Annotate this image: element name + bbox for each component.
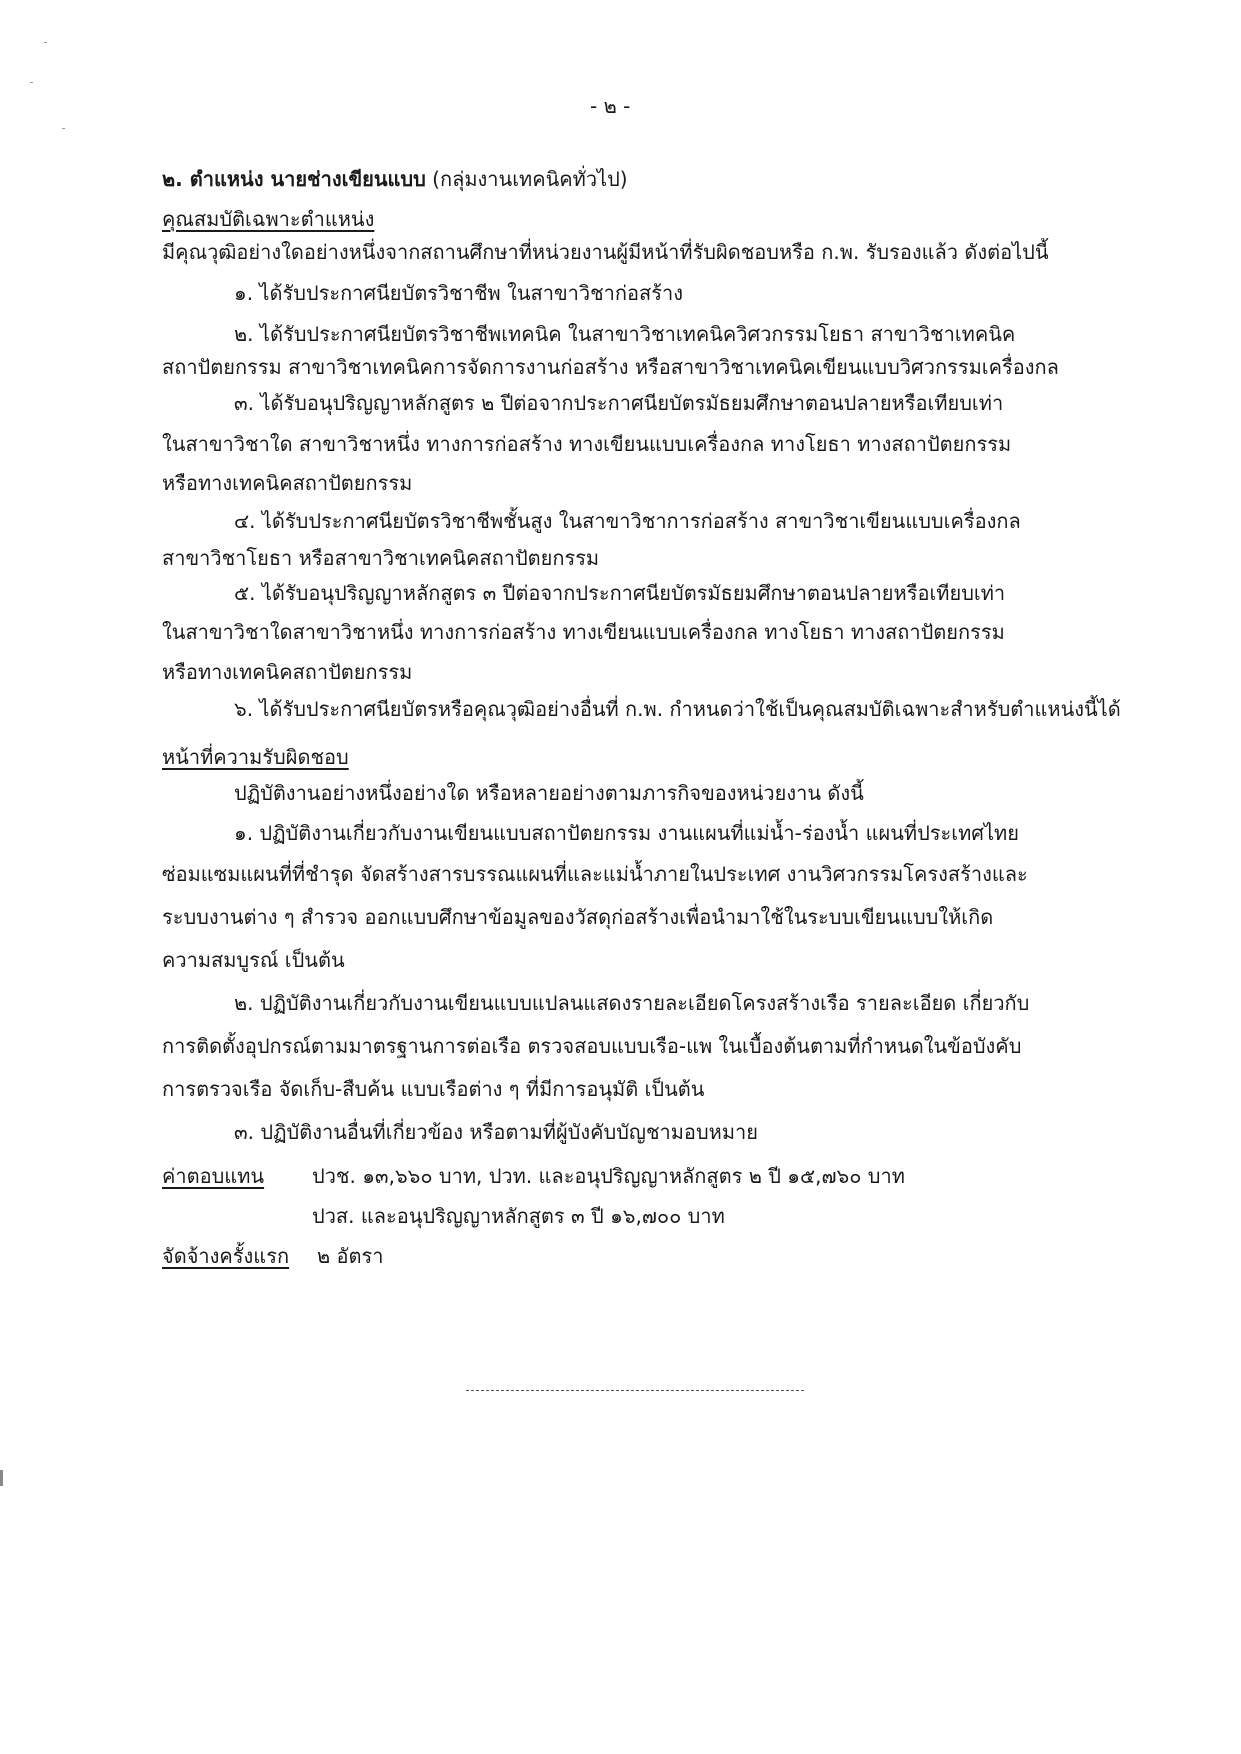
qualification-item-2: ๒. ได้รับประกาศนียบัตรวิชาชีพเทคนิค ในสาขาวิชาเทคนิควิศวกรรมโยธา สาขาวิชาเทคนิค: [234, 322, 1016, 346]
page-number: - ๒ -: [590, 94, 631, 118]
hiring-label: จัดจ้างครั้งแรก: [162, 1244, 290, 1268]
qualifications-title: คุณสมบัติเฉพาะตำแหน่ง: [162, 207, 375, 231]
compensation-line-2: ปวส. และอนุปริญญาหลักสูตร ๓ ปี ๑๖,๗๐๐ บาท: [312, 1204, 725, 1228]
position-heading: [162, 166, 628, 192]
qualification-item-6: ๖. ได้รับประกาศนียบัตรหรือคุณวุฒิอย่างอื่นที่ ก.พ. กำหนดว่าใช้เป็นคุณสมบัติเฉพาะสำหรับตำแหน่งนี้ได้: [234, 697, 1121, 721]
compensation-line-1: ปวช. ๑๓,๖๖๐ บาท, ปวท. และอนุปริญญาหลักสูตร ๒ ปี ๑๕,๗๖๐ บาท: [312, 1164, 905, 1188]
end-divider: [466, 1390, 804, 1391]
duty-item-2-cont: การตรวจเรือ จัดเก็บ-สืบค้น แบบเรือต่าง ๆ ที่มีการอนุมัติ เป็นต้น: [162, 1077, 705, 1101]
duty-item-1: ๑. ปฏิบัติงานเกี่ยวกับงานเขียนแบบสถาปัตยกรรม งานแผนที่แม่น้ำ-ร่องน้ำ แผนที่ประเทศไทย: [234, 821, 1019, 845]
qualification-item-4: ๔. ได้รับประกาศนียบัตรวิชาชีพชั้นสูง ในสาขาวิชาการก่อสร้าง สาขาวิชาเขียนแบบเครื่องกล: [234, 509, 1021, 533]
duty-item-1-cont: ซ่อมแซมแผนที่ที่ชำรุด จัดสร้างสารบรรณแผนที่และแม่น้ำภายในประเทศ งานวิศวกรรมโครงสร้างและ: [162, 862, 1028, 886]
qualification-item-2-cont: สถาปัตยกรรม สาขาวิชาเทคนิคการจัดการงานก่อสร้าง หรือสาขาวิชาเทคนิคเขียนแบบวิศวกรรมเครื่องกล: [162, 355, 1059, 379]
qualification-item-1: ๑. ได้รับประกาศนียบัตรวิชาชีพ ในสาขาวิชาก่อสร้าง: [234, 281, 683, 305]
duty-item-1-cont: ความสมบูรณ์ เป็นต้น: [162, 948, 345, 972]
qualifications-intro: มีคุณวุฒิอย่างใดอย่างหนึ่งจากสถานศึกษาที่หน่วยงานผู้มีหน้าที่รับผิดชอบหรือ ก.พ. รับรองแล้ว ดังต่อไปนี้: [162, 240, 1049, 264]
qualification-item-5: ๕. ได้รับอนุปริญญาหลักสูตร ๓ ปีต่อจากประกาศนียบัตรมัธยมศึกษาตอนปลายหรือเทียบเท่า: [234, 581, 1006, 605]
position-group: (กลุ่มงานเทคนิคทั่วไป): [432, 167, 628, 191]
duty-item-3: ๓. ปฏิบัติงานอื่นที่เกี่ยวข้อง หรือตามที่ผู้บังคับบัญชามอบหมาย: [234, 1120, 758, 1144]
qualification-item-3: ๓. ได้รับอนุปริญญาหลักสูตร ๒ ปีต่อจากประกาศนียบัตรมัธยมศึกษาตอนปลายหรือเทียบเท่า: [234, 391, 1004, 415]
scan-speck: [44, 42, 47, 43]
duty-item-2-cont: การติดตั้งอุปกรณ์ตามมาตรฐานการต่อเรือ ตรวจสอบแบบเรือ-แพ ในเบื้องต้นตามที่กำหนดในข้อบังคับ: [162, 1034, 1022, 1058]
duties-intro: ปฏิบัติงานอย่างหนึ่งอย่างใด หรือหลายอย่างตามภารกิจของหน่วยงาน ดังนี้: [234, 781, 864, 805]
scan-speck: [62, 128, 65, 129]
qualification-item-4-cont: สาขาวิชาโยธา หรือสาขาวิชาเทคนิคสถาปัตยกรรม: [162, 546, 600, 570]
hiring-value: ๒ อัตรา: [317, 1244, 384, 1268]
duties-title: หน้าที่ความรับผิดชอบ: [162, 745, 349, 769]
qualification-item-5-cont: หรือทางเทคนิคสถาปัตยกรรม: [162, 660, 413, 684]
compensation-label: ค่าตอบแทน: [162, 1164, 265, 1188]
position-title: ๒. ตำแหน่ง นายช่างเขียนแบบ: [162, 167, 426, 191]
qualification-item-3-cont: ในสาขาวิชาใด สาขาวิชาหนึ่ง ทางการก่อสร้าง ทางเขียนแบบเครื่องกล ทางโยธา ทางสถาปัตยกรรม: [162, 432, 1012, 456]
scan-edge-mark: [0, 1470, 3, 1486]
scan-speck: [30, 82, 33, 83]
duty-item-2: ๒. ปฏิบัติงานเกี่ยวกับงานเขียนแบบแปลนแสดงรายละเอียดโครงสร้างเรือ รายละเอียด เกี่ยวกับ: [234, 991, 1030, 1015]
duty-item-1-cont: ระบบงานต่าง ๆ สำรวจ ออกแบบศึกษาข้อมูลของวัสดุก่อสร้างเพื่อนำมาใช้ในระบบเขียนแบบให้เกิด: [162, 905, 994, 929]
qualification-item-3-cont: หรือทางเทคนิคสถาปัตยกรรม: [162, 471, 413, 495]
qualification-item-5-cont: ในสาขาวิชาใดสาขาวิชาหนึ่ง ทางการก่อสร้าง ทางเขียนแบบเครื่องกล ทางโยธา ทางสถาปัตยกรรม: [162, 620, 1005, 644]
